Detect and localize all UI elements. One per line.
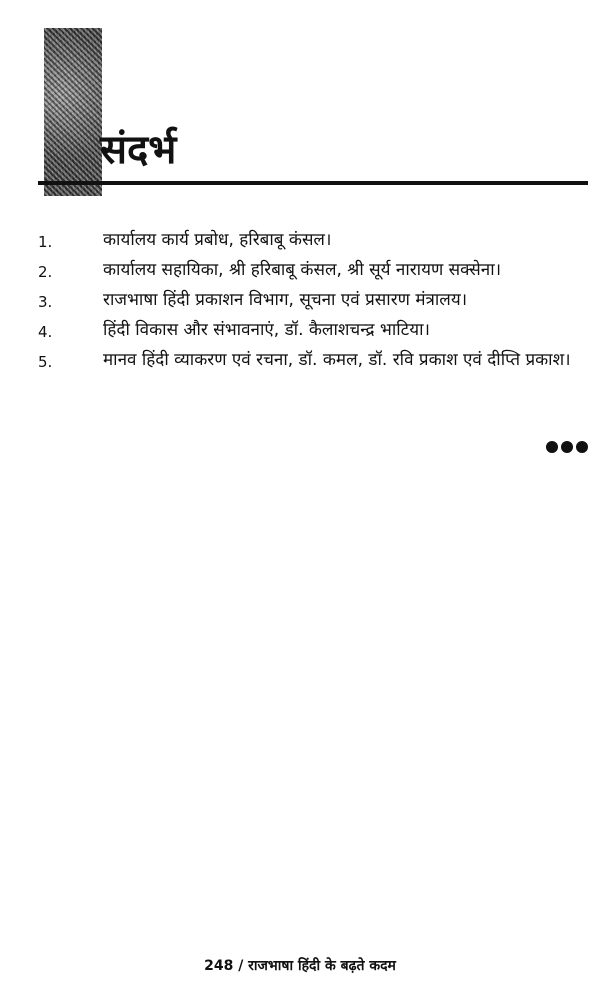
dot-icon xyxy=(561,441,573,453)
reference-text: राजभाषा हिंदी प्रकाशन विभाग, सूचना एवं प्रसारण मंत्रालय। xyxy=(103,290,468,310)
reference-list xyxy=(0,225,600,375)
reference-item xyxy=(0,315,600,345)
reference-text: हिंदी विकास और संभावनाएं, डॉ. कैलाशचन्द्र भाटिया। xyxy=(103,320,430,340)
reference-item xyxy=(0,345,600,375)
reference-text: कार्यालय कार्य प्रबोध, हरिबाबू कंसल। xyxy=(103,230,332,250)
reference-number: 2. xyxy=(38,263,53,281)
reference-number: 1. xyxy=(38,233,53,251)
section-end-ornament xyxy=(546,441,590,455)
page-footer: 248 / राजभाषा हिंदी के बढ़ते कदम xyxy=(204,958,396,974)
reference-number: 4. xyxy=(38,323,53,341)
reference-text: मानव हिंदी व्याकरण एवं रचना, डॉ. कमल, डॉ. रवि प्रकाश एवं दीप्ति प्रकाश। xyxy=(103,350,571,370)
reference-number: 5. xyxy=(38,353,53,371)
reference-item xyxy=(0,285,600,315)
reference-item xyxy=(0,225,600,255)
decorative-texture-block xyxy=(44,28,102,196)
reference-number: 3. xyxy=(38,293,53,311)
reference-item xyxy=(0,255,600,285)
section-heading: संदर्भ xyxy=(100,127,177,173)
reference-text: कार्यालय सहायिका, श्री हरिबाबू कंसल, श्री सूर्य नारायण सक्सेना। xyxy=(103,260,502,280)
dot-icon xyxy=(546,441,558,453)
heading-rule xyxy=(38,181,588,185)
dot-icon xyxy=(576,441,588,453)
